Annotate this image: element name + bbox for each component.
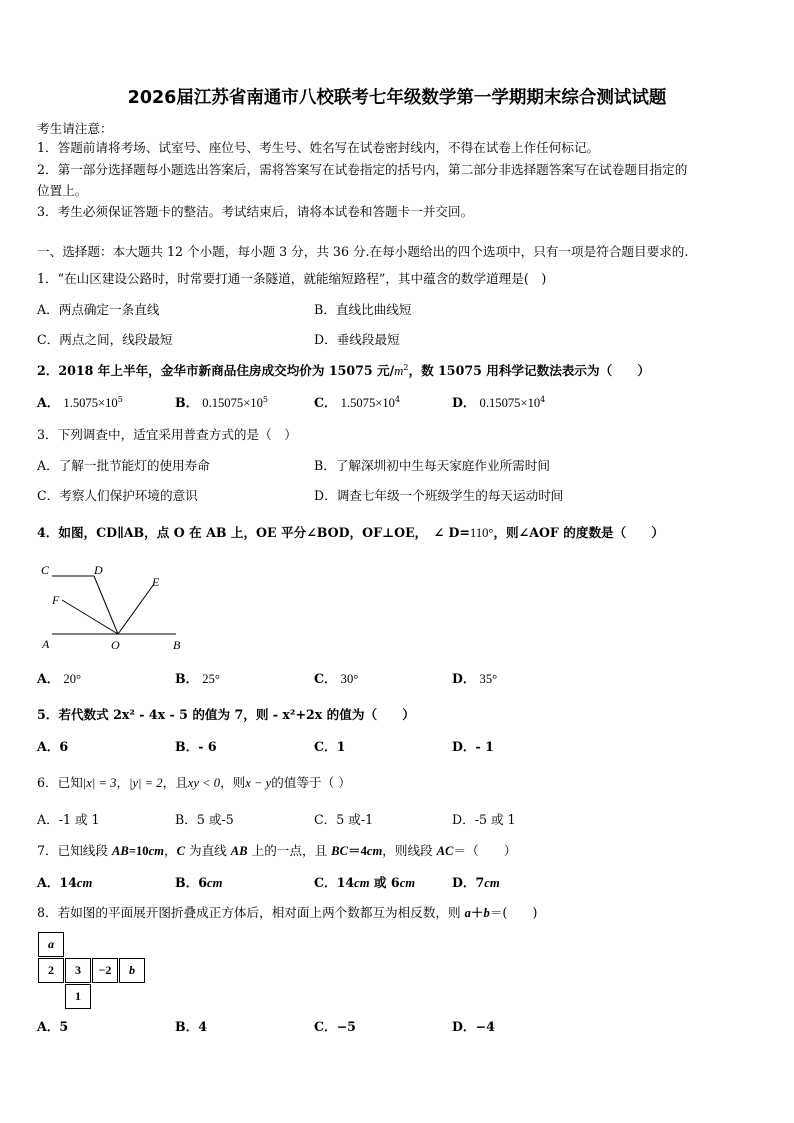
q7-part-13: ，则线段: [382, 843, 437, 858]
q7-option-b-unit: cm: [207, 876, 223, 890]
q7-option-d: [452, 876, 500, 890]
q4-ray-od: [94, 576, 118, 634]
q7-option-c-unit-1: cm: [354, 876, 370, 890]
q2-option-b-value: 0.15075×10: [202, 396, 263, 410]
q4-option-c-label: C．: [314, 671, 337, 686]
q7-option-b-text: B．6: [175, 875, 208, 890]
q6-option-d: D．-5 或 1: [452, 812, 516, 827]
q2-option-a-exp: 5: [117, 395, 123, 404]
notice-item-3: 3．考生必须保证答题卡的整洁。考试结束后，请将本试卷和答题卡一并交回。: [37, 204, 474, 219]
q5-option-c: C．1: [314, 739, 346, 754]
net-cell-2-text: 2: [48, 963, 54, 977]
q4-option-a-value: 20°: [63, 672, 82, 686]
net-cell-a: [38, 932, 64, 957]
q5-option-d: D．- 1: [452, 739, 494, 754]
q6-option-b: B．5 或-5: [175, 812, 234, 827]
q6-abs-y: |y| = 2: [129, 776, 163, 790]
net-cell-b-text: b: [129, 963, 135, 977]
q7-option-c-or: 或 6: [369, 875, 400, 890]
section-header: 一、选择题：本大题共 12 个小题，每小题 3 分，共 36 分.在每小题给出的四个选项中，只有一项是符合题目要求的.: [37, 244, 689, 259]
notice-heading: 考生请注意：: [37, 121, 113, 136]
q8-option-b: B．4: [175, 1019, 208, 1034]
q8-plus: ＋: [470, 905, 484, 920]
q2-unit-sup: 2: [403, 363, 409, 372]
q3-option-a: A．了解一批节能灯的使用寿命: [37, 458, 210, 473]
q1-option-d: D．垂线段最短: [314, 332, 400, 347]
q4-ray-oe: [118, 584, 154, 634]
q2-option-d-exp: 4: [540, 395, 546, 404]
q6-part-5: ，且: [162, 775, 188, 790]
q7-point-c: C: [176, 844, 185, 858]
q4-option-a: [37, 672, 81, 686]
q4-figure: [36, 560, 196, 655]
q7-part-3: =10: [128, 844, 149, 858]
q4-label-b: B: [173, 638, 181, 652]
q7-part-15: ＝（ ）: [453, 843, 517, 858]
q3-stem: 3．下列调查中，适宜采用普查方式的是（ ）: [37, 427, 297, 442]
net-cell-1-text: 1: [75, 989, 81, 1003]
q8-option-c: C．−5: [314, 1019, 356, 1034]
q2-stem-part-a: 2．2018 年上半年，金华市新商品住房成交均价为 15075 元/: [37, 363, 395, 378]
q4-stem-part-b: ，则∠AOF 的度数是（ ）: [493, 525, 665, 540]
q7-option-a-text: A．14: [37, 875, 77, 890]
q4-option-b-value: 25°: [202, 672, 220, 686]
q8-part-5: ＝( ): [489, 905, 538, 920]
q6-part-9: 的值等于（ ）: [271, 775, 351, 790]
notice-item-2: 2．第一部分选择题每小题选出答案后，需将答案写在试卷指定的括号内，第二部分非选择题答案写在试卷题目指定的: [37, 162, 688, 177]
q2-option-b: [175, 396, 268, 410]
q4-label-e: E: [152, 575, 160, 589]
q7-option-d-text: D．7: [452, 875, 485, 890]
q7-bc: BC: [331, 844, 348, 858]
q6-xy: xy < 0: [187, 776, 221, 790]
q4-label-f: F: [52, 593, 60, 607]
q2-stem: [37, 364, 650, 378]
q7-unit-2: cm: [366, 844, 383, 858]
q8-option-a: A．5: [37, 1019, 69, 1034]
q2-option-a-value: 1.5075×10: [63, 396, 118, 410]
q4-label-o: O: [111, 638, 120, 652]
net-cell-minus-2-text: −2: [98, 963, 112, 977]
q2-option-d: [452, 396, 545, 410]
q2-option-c-exp: 4: [394, 395, 401, 404]
q7-ac: AC: [436, 844, 454, 858]
q4-option-b: [175, 672, 220, 686]
q7-ab: AB: [112, 844, 129, 858]
q4-stem-part-a: 4．如图，CD∥AB，点 O 在 AB 上，OE 平分∠BOD，OF⊥OE， ∠ D=: [37, 525, 470, 540]
q7-part-1: 7．已知线段: [37, 843, 112, 858]
q2-option-a-label: A．: [37, 395, 60, 410]
q7-part-9: 上的一点，且: [247, 843, 332, 858]
notice-item-2-cont: 位置上。: [37, 183, 88, 198]
q7-option-c-text: C．14: [314, 875, 355, 890]
net-cell-minus-2: [92, 958, 118, 983]
q4-option-d-label: D．: [452, 671, 476, 686]
q4-option-d: [452, 672, 497, 686]
q7-part-5: ，: [163, 843, 177, 858]
q3-option-d: D．调查七年级一个班级学生的每天运动时间: [314, 488, 564, 503]
net-cell-1: [65, 984, 91, 1009]
q4-option-a-label: A．: [37, 671, 60, 686]
q2-unit: m: [394, 364, 404, 378]
q2-option-b-exp: 5: [262, 395, 268, 404]
q1-option-a: A．两点确定一条直线: [37, 302, 160, 317]
q2-option-c-label: C．: [314, 395, 337, 410]
q4-option-c-value: 30°: [340, 672, 359, 686]
q1-option-c: C．两点之间，线段最短: [37, 332, 173, 347]
q6-part-1: 6．已知: [37, 775, 83, 790]
net-cell-2: [38, 958, 64, 983]
q6-stem: [37, 776, 351, 790]
q2-option-d-value: 0.15075×10: [479, 396, 541, 410]
q2-option-c: [314, 396, 400, 410]
net-cell-a-text: a: [48, 937, 54, 951]
q8-stem: [37, 906, 537, 920]
q7-option-d-unit: cm: [484, 876, 500, 890]
net-cell-3-text: 3: [75, 963, 81, 977]
q2-option-a: [37, 396, 123, 410]
net-cell-3: [65, 958, 91, 983]
q7-stem: [37, 844, 516, 858]
q7-option-c: [314, 876, 415, 890]
q6-part-3: ，: [116, 775, 129, 790]
q8-cube-net: [38, 932, 150, 1012]
q2-stem-part-b: ，数 15075 用科学记数法表示为（ ）: [408, 363, 650, 378]
q4-label-c: C: [41, 563, 50, 577]
q4-option-c: [314, 672, 358, 686]
q4-label-d: D: [94, 563, 103, 577]
q7-option-a: [37, 876, 92, 890]
q7-part-11: ＝4: [347, 844, 367, 858]
q4-ray-of: [62, 600, 118, 634]
q6-part-7: ，则: [220, 775, 246, 790]
q8-var-b: b: [483, 906, 490, 920]
q8-part-1: 8．若如图的平面展开图折叠成正方体后，相对面上两个数都互为相反数，则: [37, 905, 465, 920]
q6-abs-x: |x| = 3: [82, 776, 117, 790]
q2-option-d-label: D．: [452, 395, 476, 410]
q7-part-7: 为直线: [184, 843, 231, 858]
q2-option-c-value: 1.5075×10: [340, 396, 395, 410]
q6-option-c: C．5 或-1: [314, 812, 374, 827]
q1-stem: 1．“在山区建设公路时，时常要打通一条隧道，就能缩短路程”，其中蕴含的数学道理是( ): [37, 271, 547, 286]
q5-stem: 5．若代数式 2x² - 4x - 5 的值为 7，则 - x²+2x 的值为（ ）: [37, 707, 415, 722]
q7-ab-2: AB: [230, 844, 248, 858]
q8-var-a: a: [464, 906, 471, 920]
q7-unit-1: cm: [148, 844, 164, 858]
q4-label-a: A: [42, 637, 50, 651]
q7-option-c-unit-2: cm: [399, 876, 416, 890]
q3-option-c: C．考察人们保护环境的意识: [37, 488, 198, 503]
page-title: 2026届江苏省南通市八校联考七年级数学第一学期期末综合测试试题: [127, 88, 667, 108]
q3-option-b: B．了解深圳初中生每天家庭作业所需时间: [314, 458, 550, 473]
q7-option-b: [175, 876, 222, 890]
q5-option-b: B．- 6: [175, 739, 217, 754]
q4-stem: [37, 526, 664, 540]
net-cell-b: [119, 958, 145, 983]
q5-option-a: A．6: [37, 739, 69, 754]
q4-option-b-label: B．: [175, 671, 199, 686]
q2-option-b-label: B．: [175, 395, 199, 410]
q4-angle: 110°: [469, 526, 494, 540]
q1-option-b: B．直线比曲线短: [314, 302, 412, 317]
q7-option-a-unit: cm: [76, 876, 93, 890]
q4-option-d-value: 35°: [479, 672, 498, 686]
q6-x-minus-y: x − y: [245, 776, 272, 790]
notice-item-1: 1．答题前请将考场、试室号、座位号、考生号、姓名写在试卷密封线内，不得在试卷上作任何标记。: [37, 140, 600, 155]
q6-option-a: A．-1 或 1: [37, 812, 100, 827]
q8-option-d: D．−4: [452, 1019, 495, 1034]
